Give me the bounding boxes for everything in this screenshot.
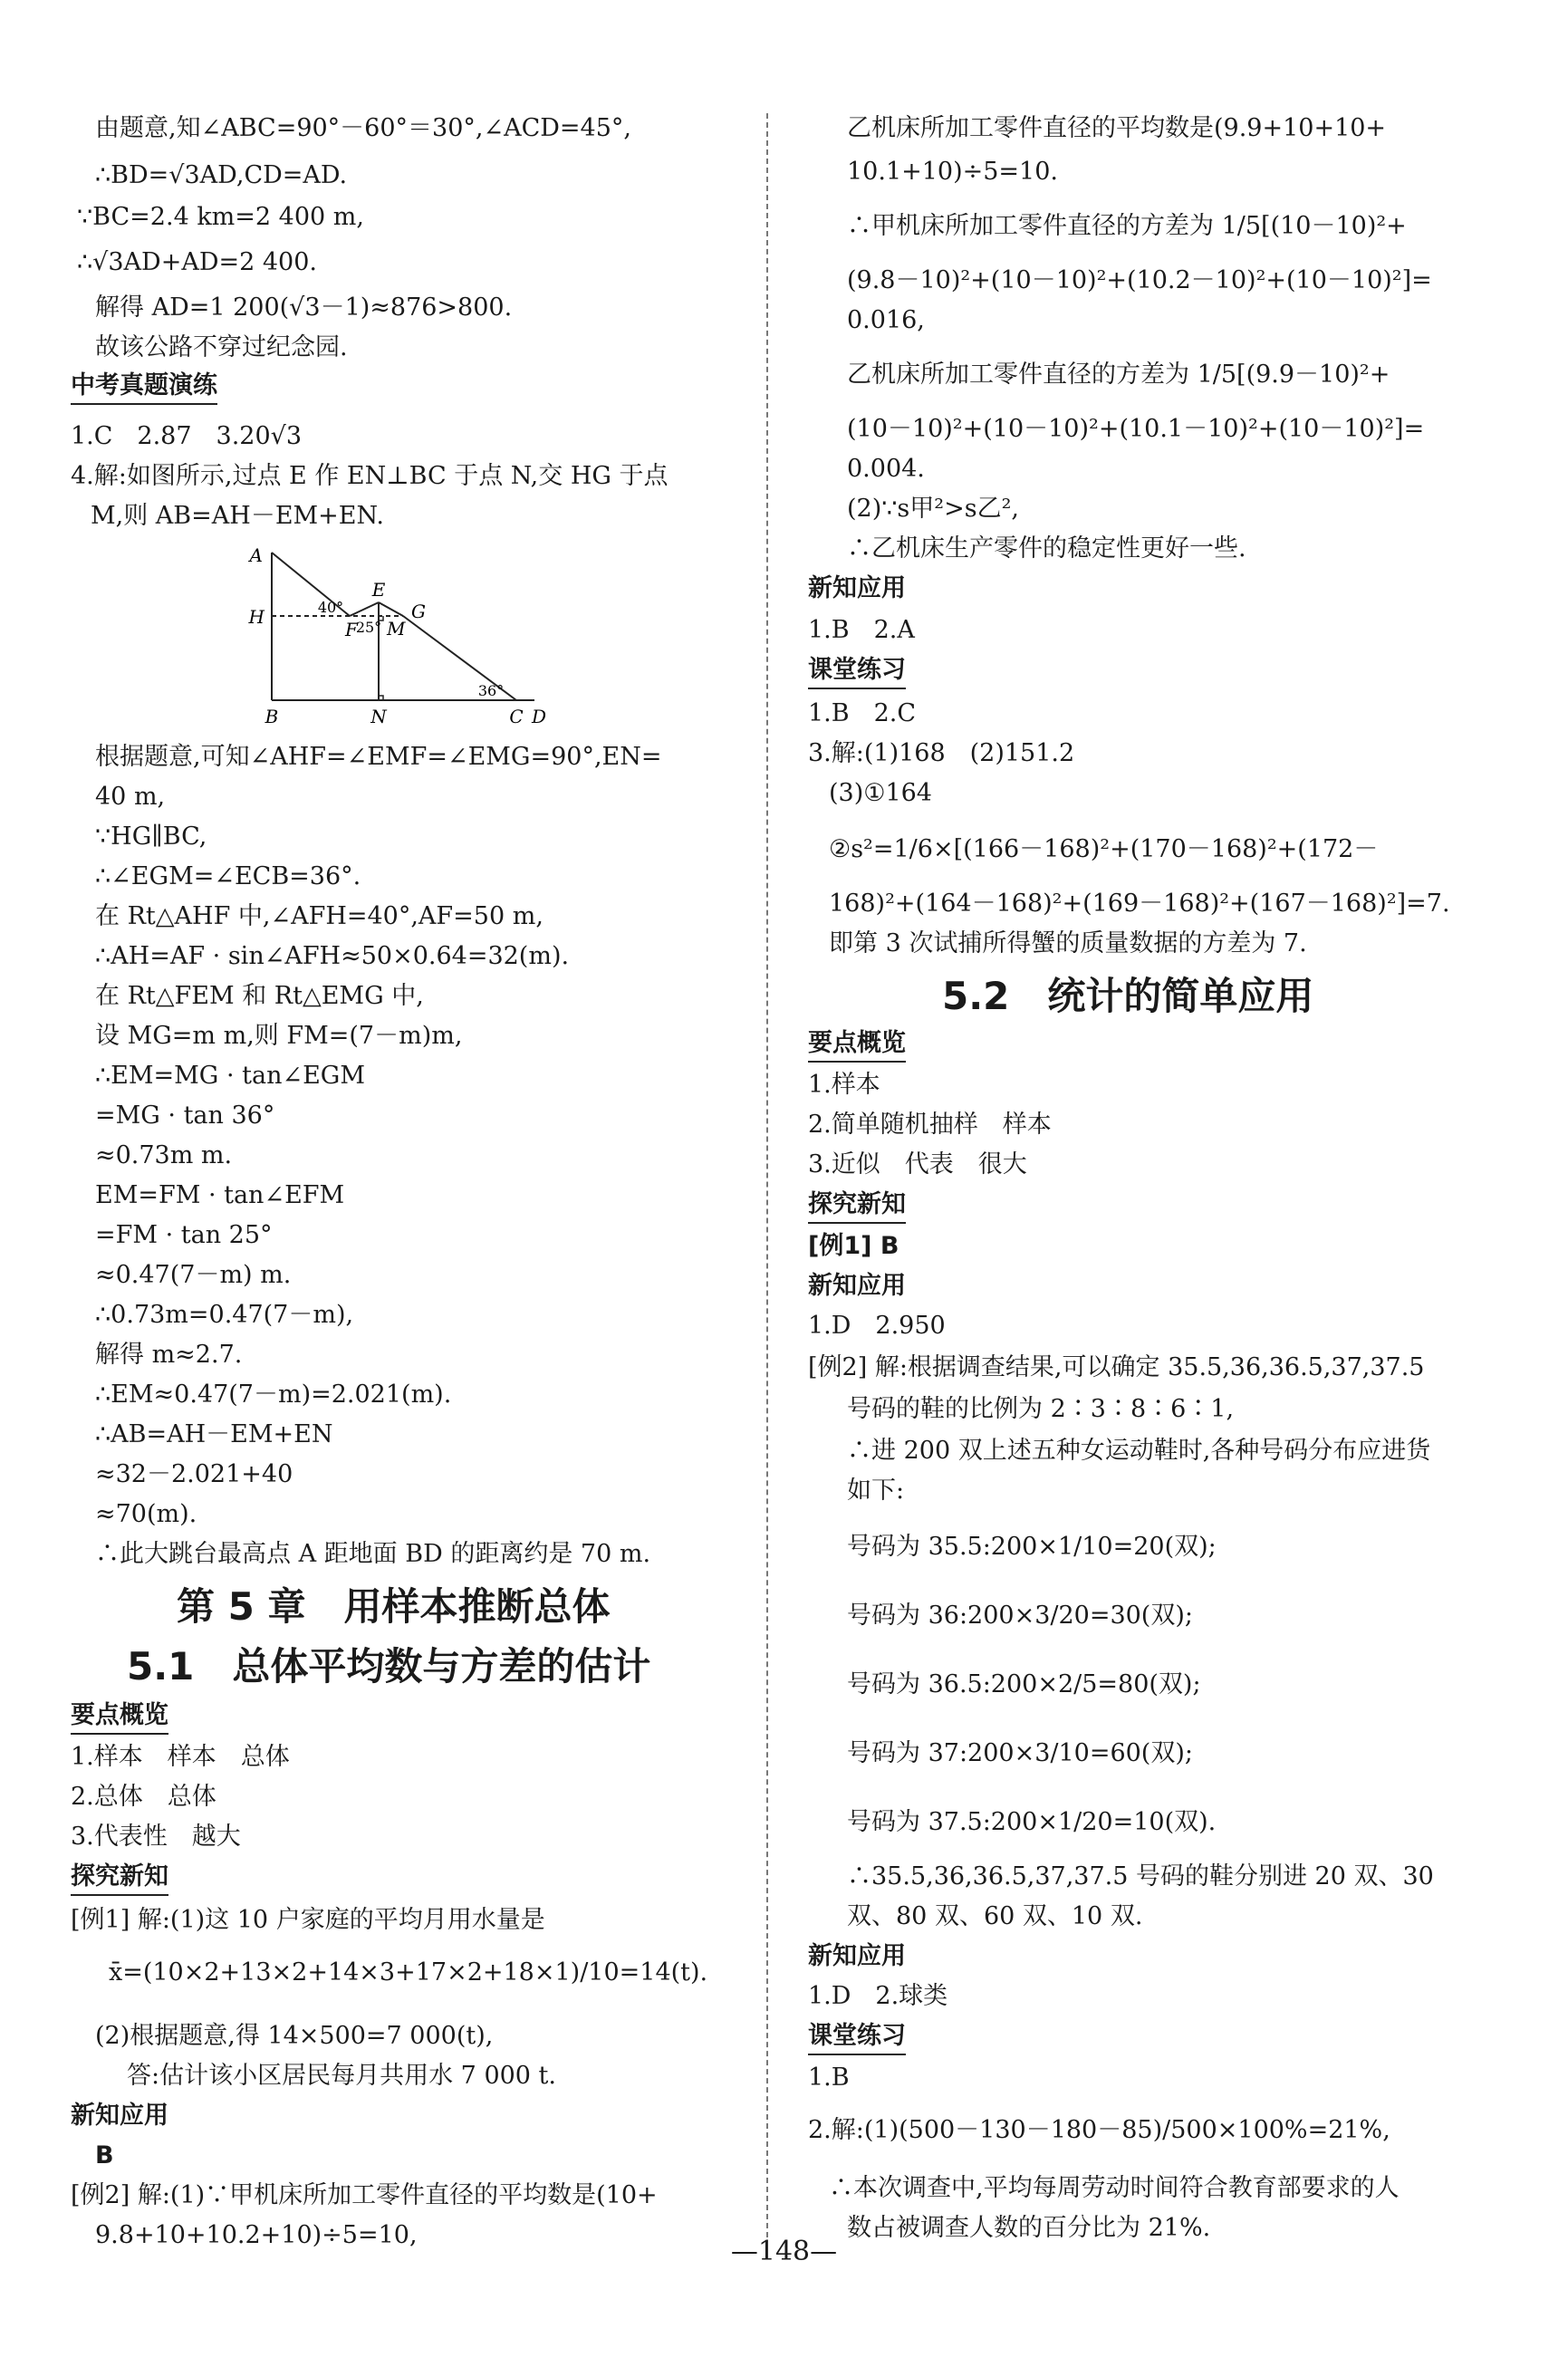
answer: B [95,2141,114,2169]
text-line: 4.解:如图所示,过点 E 作 EN⊥BC 于点 N,交 HG 于点 [71,462,669,490]
text-line: 在 Rt△FEM 和 Rt△EMG 中, [95,982,424,1010]
text-line: [例1] 解:(1)这 10 户家庭的平均月用水量是 [71,1906,545,1934]
text-line: ≈70(m). [95,1500,197,1528]
text-line: ∵BC=2.4 km=2 400 m, [77,203,364,231]
text-line: (2)∵s甲²>s乙², [847,495,1019,523]
text-line: 根据题意,可知∠AHF=∠EMF=∠EMG=90°,EN= [95,743,662,771]
figure-label: F [345,619,358,640]
text-line: 3.近似 代表 很大 [808,1150,1027,1178]
text-line: ∴乙机床生产零件的稳定性更好一些. [847,534,1246,563]
text-line: ②s²=1/6×[(166－168)²+(170－168)²+(172－ [829,835,1379,863]
text-line: ∴EM=MG · tan∠EGM [95,1062,366,1090]
section-heading: 课堂练习 [808,2020,906,2055]
text-line: 在 Rt△AHF 中,∠AFH=40°,AF=50 m, [95,902,544,930]
text-line: ≈0.47(7－m) m. [95,1261,292,1289]
formula-line: 号码为 37.5:200×1/20=10(双). [847,1808,1217,1836]
answer: [例1] B [808,1232,899,1260]
text-line: 答:估计该小区居民每月共用水 7 000 t. [127,2062,556,2090]
text-line: 1.D 2.球类 [808,1982,948,2010]
section-title: 5.2 统计的简单应用 [942,974,1314,1018]
text-line: 10.1+10)÷5=10. [847,158,1058,186]
section-heading: 探究新知 [71,1861,168,1896]
text-line: EM=FM · tan∠EFM [95,1181,345,1209]
text-line: 解得 m≈2.7. [95,1341,243,1369]
text-line: ∴本次调查中,平均每周劳动时间符合教育部要求的人 [829,2174,1400,2202]
text-line: ≈0.73m m. [95,1141,233,1169]
figure-label: M [387,618,406,640]
text-line: 如下: [847,1477,905,1505]
text-line: 3.解:(1)168 (2)151.2 [808,739,1075,767]
text-line: (10－10)²+(10－10)²+(10.1－10)²+(10－10)²]= [847,415,1425,443]
text-line: 0.016, [847,306,925,334]
text-line: 1.样本 样本 总体 [71,1743,290,1771]
text-line: 双、80 双、60 双、10 双. [847,1902,1143,1930]
section-heading: 新知应用 [808,1942,906,1970]
figure-label: B [265,706,279,727]
section-heading: 中考真题演练 [71,370,217,405]
text-line: 乙机床所加工零件直径的平均数是(9.9+10+10+ [847,114,1387,142]
text-line: ∴35.5,36,36.5,37,37.5 号码的鞋分别进 20 双、30 [847,1862,1434,1890]
text-line: [例2] 解:根据调查结果,可以确定 35.5,36,36.5,37,37.5 [808,1353,1425,1381]
text-line: ∴甲机床所加工零件直径的方差为 1/5[(10－10)²+ [847,212,1407,240]
section-heading: 新知应用 [808,574,906,602]
text-line: 3.代表性 越大 [71,1823,241,1851]
text-line: 数占被调查人数的百分比为 21%. [847,2214,1211,2242]
section-heading: 新知应用 [808,1272,906,1300]
text-line: 设 MG=m m,则 FM=(7－m)m, [95,1022,463,1050]
text-line: ∵HG∥BC, [95,823,207,851]
text-line: ∴AH=AF · sin∠AFH≈50×0.64=32(m). [95,942,570,970]
figure-label: 40° [317,599,344,616]
figure-label: G [411,601,426,622]
text-line: 1.C 2.87 3.20√3 [71,422,303,450]
figure-label: D [531,706,547,727]
text-line: ∴0.73m=0.47(7－m), [95,1301,354,1329]
text-line: 9.8+10+10.2+10)÷5=10, [95,2221,418,2249]
section-heading: 新知应用 [71,2102,168,2130]
text-line: 1.样本 [808,1071,880,1099]
text-line: ≈32－2.021+40 [95,1460,293,1488]
figure-label: E [371,579,386,601]
text-line: (9.8－10)²+(10－10)²+(10.2－10)²+(10－10)²]= [847,266,1432,294]
figure-label: 25° [355,619,382,636]
text-line: [例2] 解:(1)∵甲机床所加工零件直径的平均数是(10+ [71,2181,658,2209]
text-line: 2.总体 总体 [71,1783,216,1811]
figure-label: H [248,606,265,628]
formula-line: 号码为 36.5:200×2/5=80(双); [847,1670,1201,1698]
section-heading: 课堂练习 [808,654,906,689]
text-line: ∴EM≈0.47(7－m)=2.021(m). [95,1381,452,1409]
section-heading: 要点概览 [71,1699,168,1735]
text-line: =MG · tan 36° [95,1102,275,1130]
column-divider [766,113,768,2237]
text-line: 168)²+(164－168)²+(169－168)²+(167－168)²]=7. [829,890,1450,918]
formula-line: 号码为 36:200×3/20=30(双); [847,1602,1193,1630]
section-title: 5.1 总体平均数与方差的估计 [127,1644,651,1688]
text-line: 故该公路不穿过纪念园. [95,333,348,361]
text-line: =FM · tan 25° [95,1221,273,1249]
text-line: ∴AB=AH－EM+EN [95,1420,333,1448]
text-line: (2)根据题意,得 14×500=7 000(t), [95,2022,494,2050]
text-line: 乙机床所加工零件直径的方差为 1/5[(9.9－10)²+ [847,361,1390,389]
text-line: 1.B [808,2064,850,2092]
text-line: ∴∠EGM=∠ECB=36°. [95,862,361,890]
section-heading: 要点概览 [808,1027,906,1063]
formula-line: 2.解:(1)(500－130－180－85)/500×100%=21%, [808,2116,1390,2144]
text-line: ∴BD=√3AD,CD=AD. [95,161,348,189]
text-line: (3)①164 [829,779,932,807]
text-line: ∴√3AD+AD=2 400. [77,248,317,276]
text-line: 1.D 2.950 [808,1312,946,1340]
chapter-title: 第 5 章 用样本推断总体 [177,1584,611,1629]
section-heading: 探究新知 [808,1188,906,1224]
formula-line: 号码为 35.5:200×1/10=20(双); [847,1533,1217,1561]
formula-line: 号码为 37:200×3/10=60(双); [847,1739,1193,1767]
text-line: 号码的鞋的比例为 2∶3∶8∶6∶1, [847,1395,1235,1423]
page-number: —148— [730,2236,838,2267]
text-line: 由题意,知∠ABC=90°－60°＝30°,∠ACD=45°, [95,114,631,142]
figure-label: C [509,706,524,727]
text-line: 1.B 2.C [808,699,917,727]
text-line: 40 m, [95,783,166,811]
text-line: 2.简单随机抽样 样本 [808,1111,1052,1139]
figure-label: N [370,706,387,727]
text-line: ∴进 200 双上述五种女运动鞋时,各种号码分布应进货 [847,1437,1431,1465]
geometry-figure [245,542,580,732]
figure-label: A [249,544,263,566]
text-line: 即第 3 次试捕所得蟹的质量数据的方差为 7. [829,929,1307,957]
text-line: M,则 AB=AH－EM+EN. [91,502,384,530]
text-line: 1.B 2.A [808,616,915,644]
text-line: 0.004. [847,455,925,483]
text-line: 解得 AD=1 200(√3－1)≈876>800. [95,293,513,322]
text-line: ∴此大跳台最高点 A 距地面 BD 的距离约是 70 m. [95,1540,651,1568]
formula-line: x̄=(10×2+13×2+14×3+17×2+18×1)/10=14(t). [109,1958,708,1987]
figure-label: 36° [477,682,505,699]
